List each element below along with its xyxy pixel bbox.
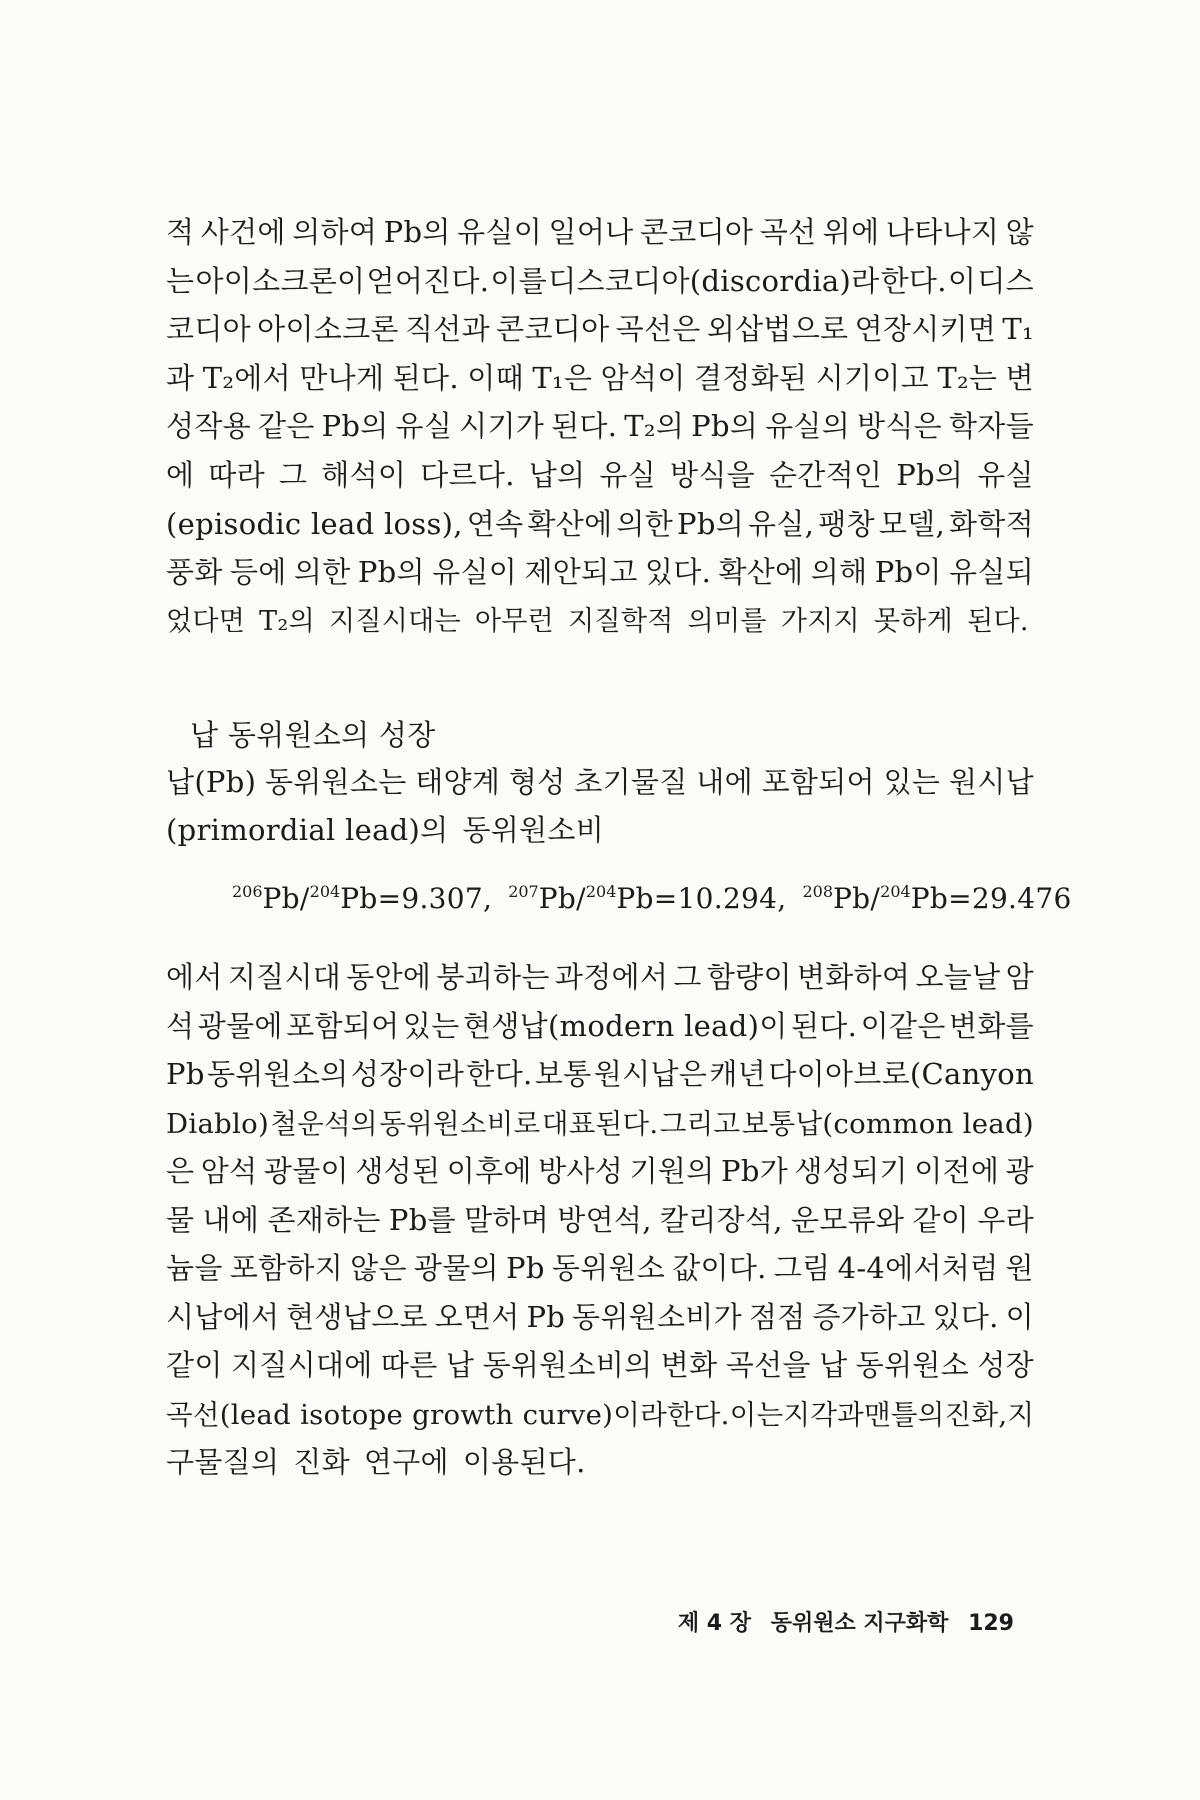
- text-line: [166, 1052, 1034, 1101]
- page-number: 129: [968, 1611, 1014, 1636]
- ratio-value: Pb=29.476: [910, 882, 1072, 915]
- word: Pb: [166, 1057, 205, 1091]
- word: 학자들: [948, 409, 1034, 444]
- word: 성장이라: [350, 1057, 465, 1091]
- word: 일어나: [548, 215, 634, 249]
- word: 이전에: [914, 1154, 1000, 1188]
- word: 않은: [350, 1251, 407, 1285]
- word: 그: [278, 457, 308, 492]
- word: 유실의: [765, 409, 851, 444]
- word: 있는: [402, 1008, 460, 1043]
- word: 원: [1005, 1251, 1034, 1285]
- text-line: [166, 550, 1034, 599]
- word: 값이다.: [672, 1251, 767, 1285]
- text-line: [166, 1149, 1034, 1198]
- word: 오면서: [434, 1299, 520, 1334]
- word: 시기이고: [815, 360, 929, 395]
- word: Pb의: [357, 555, 425, 590]
- text-line: [166, 599, 1034, 648]
- word: T₁은: [532, 360, 593, 395]
- word: 의한: [616, 506, 674, 541]
- word: 과정에서: [554, 960, 669, 994]
- mass-number: 204: [880, 882, 911, 901]
- word: 있다.: [645, 555, 712, 590]
- word: 아이소크론: [257, 312, 399, 347]
- word: 연장시키면: [854, 312, 997, 347]
- ratio-value: Pb=10.294,: [616, 882, 787, 915]
- word: 순간적인: [768, 457, 883, 492]
- word: 은: [166, 1154, 195, 1188]
- text-line: [166, 1440, 1034, 1489]
- word: 동위원소비의: [482, 1348, 653, 1382]
- word: 대표된다.: [541, 1107, 659, 1140]
- word: 된다.: [551, 409, 618, 444]
- word: 늄을: [166, 1251, 223, 1285]
- isotope-symbol: Pb/: [538, 882, 586, 915]
- word: 지질학적: [568, 605, 674, 637]
- word: 모델,: [878, 506, 945, 541]
- word: Pb: [526, 1299, 566, 1334]
- word: 콘코디아: [639, 215, 754, 249]
- word: Pb를: [388, 1202, 456, 1237]
- text-line: [166, 1198, 1034, 1247]
- word: 한다.: [466, 1057, 533, 1091]
- word: 방사성: [538, 1154, 624, 1188]
- word: 4-4에서처럼: [837, 1251, 999, 1285]
- word: 유실,: [748, 506, 815, 541]
- word: 의한: [293, 555, 351, 590]
- word: 있는: [883, 765, 941, 799]
- word: 원시납은: [593, 1057, 708, 1091]
- word: 성작용: [166, 409, 251, 444]
- word: 오늘날: [915, 960, 1001, 994]
- paragraph-lead-growth: [166, 955, 1034, 1489]
- word: Pb가: [721, 1154, 789, 1188]
- word: 었다면: [166, 605, 246, 637]
- word: 이를: [490, 263, 548, 298]
- text-line: [166, 1295, 1034, 1344]
- word: 는: [166, 263, 195, 298]
- word: 포함되어: [761, 765, 875, 799]
- word: 납(Pb): [166, 765, 257, 799]
- word: 생성되기: [794, 1154, 908, 1188]
- word: 같이: [166, 1348, 223, 1382]
- word: 가지지: [780, 605, 860, 637]
- word: 말하며: [464, 1202, 550, 1237]
- section-heading: 납 동위원소의 성장: [190, 718, 436, 752]
- text-line: [166, 307, 1034, 356]
- word: 방연석,: [557, 1202, 652, 1237]
- mass-number: 204: [309, 882, 341, 901]
- word: 현생납으로: [286, 1299, 428, 1334]
- text-line: [166, 502, 1034, 551]
- word: 유실: [599, 457, 656, 492]
- word: 태양계: [415, 765, 501, 799]
- text-line: [166, 404, 1034, 453]
- word: 지질시대에: [230, 1348, 373, 1382]
- word: 지각과: [783, 1398, 865, 1431]
- word: 동위원소: [855, 1348, 970, 1382]
- word: 이같은: [860, 1008, 946, 1043]
- word: 적: [166, 215, 195, 249]
- mass-number: 204: [585, 882, 617, 901]
- word: 그리고: [659, 1107, 741, 1140]
- word: 암: [1005, 960, 1034, 994]
- mass-number: 206: [232, 882, 263, 901]
- word: 점점: [748, 1299, 806, 1334]
- word: 유실되: [949, 555, 1034, 590]
- word: 진화: [293, 1445, 350, 1479]
- word: 존재하는: [267, 1202, 381, 1237]
- word: 이용된다.: [462, 1445, 586, 1479]
- word: Pb의: [896, 457, 964, 492]
- word: Pb의: [691, 409, 759, 444]
- word: Pb의: [677, 506, 745, 541]
- word: 보통: [534, 1057, 592, 1091]
- text-line: [166, 1246, 1034, 1295]
- word: 방식을: [670, 457, 755, 492]
- word: 못하게: [873, 605, 954, 637]
- word: 않: [1005, 215, 1034, 249]
- word: 우라: [977, 1202, 1034, 1237]
- word: 성장: [977, 1348, 1034, 1382]
- word: T₂는: [937, 360, 998, 395]
- text-line: [166, 1343, 1034, 1392]
- word: 증가하고: [812, 1299, 926, 1334]
- word: 팽창: [818, 506, 875, 541]
- word: 동위원소: [551, 1251, 666, 1285]
- isotope-ratio-formula: [232, 882, 1072, 915]
- word: 풍화: [166, 555, 223, 590]
- word: 콘코디아: [496, 312, 610, 347]
- text-line: [166, 1004, 1034, 1053]
- word: 동위원소비로: [379, 1107, 541, 1140]
- word: 외삽법으로: [706, 312, 849, 347]
- word: 물: [166, 1202, 195, 1237]
- word: 맨틀의: [864, 1398, 945, 1431]
- word: 납: [819, 1348, 848, 1382]
- word: Diablo): [166, 1107, 270, 1140]
- paragraph-discordia: [166, 210, 1034, 647]
- word: 지질시대는: [328, 605, 461, 637]
- word: 광물의: [413, 1251, 499, 1285]
- page-footer: [666, 1606, 1014, 1637]
- word: 사건에: [200, 215, 286, 249]
- word: 유실이: [432, 555, 518, 590]
- word: 지질시대: [227, 960, 342, 994]
- word: 의미를: [687, 605, 767, 637]
- word: 한다.: [666, 1398, 730, 1431]
- word: 동위원소는: [264, 765, 407, 799]
- word: Pb의: [383, 215, 451, 249]
- word: 캐년: [709, 1057, 767, 1091]
- word: 암석이: [600, 360, 686, 395]
- word: 납의: [528, 457, 586, 492]
- word: 된다.: [790, 1008, 858, 1043]
- word: 내에: [696, 765, 753, 799]
- text-line: [166, 808, 1034, 856]
- chapter-title: 동위원소 지구화학: [770, 1611, 949, 1636]
- word: T₂의: [624, 409, 685, 444]
- text-line: [166, 955, 1034, 1004]
- paragraph-primordial-lead: [166, 760, 1034, 856]
- word: 아이소크론이: [195, 263, 366, 298]
- word: 얻어진다.: [366, 263, 490, 298]
- word: 이때: [467, 360, 524, 395]
- word: 디스: [977, 263, 1034, 298]
- word: 코디아: [166, 312, 251, 347]
- word: 붕괴하는: [436, 960, 550, 994]
- word: 구물질의: [166, 1445, 280, 1479]
- word: 따라: [208, 457, 265, 492]
- word: 이: [947, 263, 977, 298]
- word: 광물에: [197, 1008, 283, 1043]
- word: 나타나지: [885, 215, 1000, 249]
- word: 생성된: [355, 1154, 441, 1188]
- text-line: [166, 1392, 1034, 1441]
- isotope-symbol: Pb/: [262, 882, 310, 915]
- word: 변: [1005, 360, 1034, 395]
- word: 한다.: [880, 263, 947, 298]
- word: 광물이: [263, 1154, 349, 1188]
- word: 동위원소의: [206, 1057, 349, 1091]
- word: Pb이: [874, 555, 942, 590]
- word: 과: [166, 360, 195, 395]
- word: 연속: [466, 506, 524, 541]
- word: Pb의: [321, 409, 389, 444]
- word: 에: [166, 457, 195, 492]
- chapter-label: 제 4 장: [677, 1611, 752, 1636]
- word: 운모류와: [790, 1202, 905, 1237]
- word: 내에: [202, 1202, 260, 1237]
- ratio-value: Pb=9.307,: [340, 882, 493, 915]
- word: 다르다.: [420, 457, 515, 492]
- text-line: [166, 210, 1034, 259]
- word: 있다.: [932, 1299, 999, 1334]
- word: 암석: [200, 1154, 258, 1188]
- word: Pb: [506, 1251, 545, 1285]
- word: 아무런: [474, 605, 555, 637]
- mass-number: 208: [802, 882, 834, 901]
- word: 직선과: [404, 312, 490, 347]
- word: 연구에: [363, 1445, 449, 1479]
- word: 이: [1005, 1299, 1034, 1334]
- word: 위에: [822, 215, 880, 249]
- word: 포함되어: [286, 1008, 400, 1043]
- word: 이후에: [446, 1154, 532, 1188]
- word: 진화,: [944, 1398, 1008, 1431]
- text-line: [166, 760, 1034, 808]
- word: 시납에서: [166, 1299, 280, 1334]
- word: 곡선은: [615, 312, 701, 347]
- word: 만나게: [299, 360, 385, 395]
- word: 곡선을: [725, 1348, 811, 1382]
- word: 유실: [977, 457, 1034, 492]
- word: 등에: [229, 555, 287, 590]
- word: 이는: [729, 1398, 784, 1431]
- word: 같이: [912, 1202, 970, 1237]
- word: 결정화된: [693, 360, 808, 395]
- word: 시기가: [459, 409, 545, 444]
- isotope-symbol: Pb/: [833, 882, 881, 915]
- text-line: [166, 259, 1034, 308]
- word: 해석이: [321, 457, 407, 492]
- word: 광: [1005, 1154, 1034, 1188]
- word: T₂에서: [202, 360, 291, 395]
- mass-number: 207: [508, 882, 539, 901]
- word: 다이아브로(Canyon: [768, 1057, 1034, 1091]
- word: 납: [445, 1348, 475, 1382]
- text-line: [166, 453, 1034, 502]
- word: 확산에: [718, 555, 804, 590]
- word: 현생납(modern lead)이: [463, 1008, 788, 1043]
- word: 디스코디아(discordia)라: [548, 263, 880, 298]
- word: 변화를: [949, 1008, 1034, 1043]
- word: 함량이: [706, 960, 792, 994]
- word: 형성: [508, 765, 566, 799]
- word: 동위원소비가: [572, 1299, 742, 1334]
- word: 제안되고: [524, 555, 638, 590]
- word: 확산에: [527, 506, 613, 541]
- word: 방식은: [857, 409, 942, 444]
- word: 초기물질: [574, 765, 688, 799]
- word: T₁: [1002, 312, 1034, 347]
- word: 철운석의: [270, 1107, 378, 1140]
- word: 의해: [810, 555, 868, 590]
- word: 포함하지: [229, 1251, 344, 1285]
- word: T₂의: [259, 605, 315, 637]
- word: (episodic lead loss),: [166, 506, 463, 541]
- word: 곡선: [759, 215, 817, 249]
- word: 유실이: [457, 215, 543, 249]
- word: 보통납(common lead): [741, 1107, 1034, 1140]
- word: 곡선(lead isotope growth curve)이라: [166, 1398, 667, 1431]
- word: 화학적: [948, 506, 1034, 541]
- word: 따른: [380, 1348, 438, 1382]
- word: 유실: [395, 409, 453, 444]
- word: 원시납: [948, 765, 1034, 799]
- word: 석: [166, 1008, 195, 1043]
- word: 칼리장석,: [659, 1202, 783, 1237]
- word: 동안에: [346, 960, 432, 994]
- word: (primordial lead)의: [166, 813, 449, 847]
- word: 그: [673, 960, 702, 994]
- word: 된다.: [392, 360, 459, 395]
- word: 된다.: [967, 605, 1029, 637]
- word: 의하여: [292, 215, 378, 249]
- word: 같은: [257, 409, 315, 444]
- word: 그림: [773, 1251, 831, 1285]
- word: 에서: [166, 960, 223, 994]
- text-line: [166, 1101, 1034, 1150]
- word: 변화하여: [796, 960, 911, 994]
- word: 동위원소비: [462, 813, 605, 847]
- text-line: [166, 356, 1034, 405]
- word: 기원의: [629, 1154, 715, 1188]
- word: 지: [1007, 1398, 1035, 1431]
- word: 변화: [660, 1348, 718, 1382]
